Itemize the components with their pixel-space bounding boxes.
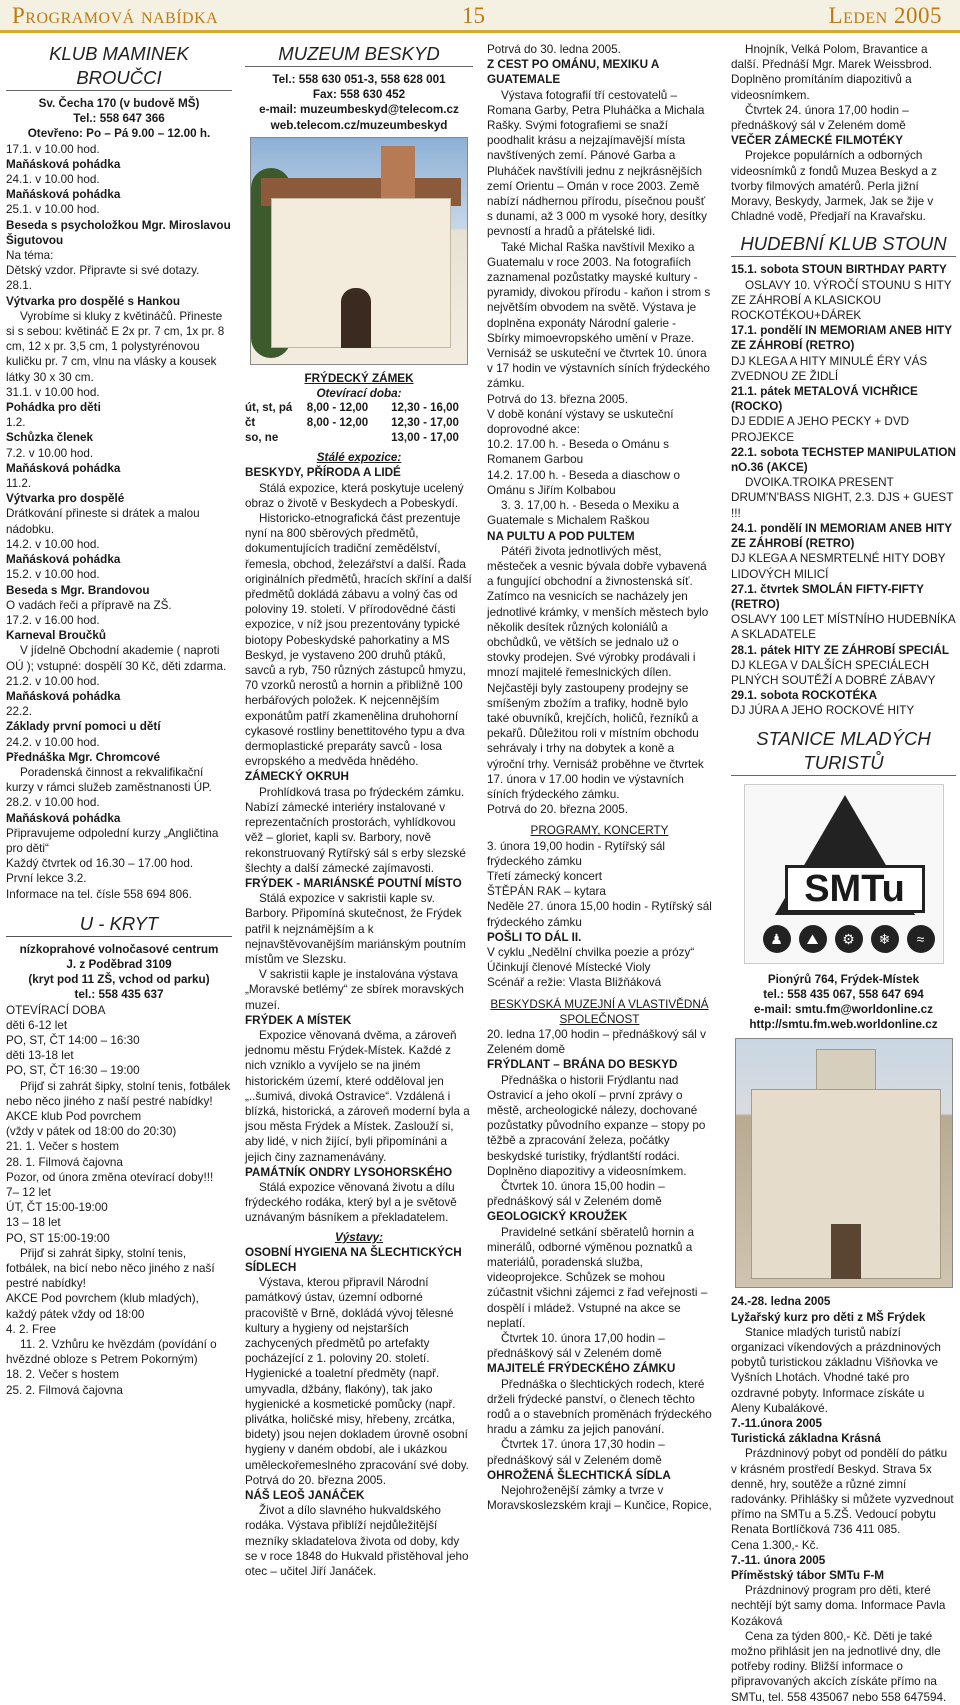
text-line: 25.1. v 10.00 hod. [6, 203, 100, 217]
text-line: Čtvrtek 10. února 17,00 hodin – přednáškový sál v Zeleném domě [487, 1332, 665, 1361]
text-line: Účinkují členové Místecké Violy [487, 961, 651, 975]
smtu-address [731, 972, 956, 1033]
email-link[interactable]: e-mail: smtu.fm@worldonline.cz [754, 1002, 933, 1016]
text-line: Informace na tel. čísle 558 694 806. [6, 887, 192, 901]
text-line: Přijď si zahrát šipky, stolní tenis, fotbálek, na bicí nebo něco jiného z naší pestré nabídky! [6, 1246, 215, 1291]
programy-title: PROGRAMY, KONCERTY [530, 824, 669, 838]
address-line: Pionýrů 764, Frýdek-Místek [767, 972, 920, 986]
address-line: Tel.: 558 647 366 [73, 112, 165, 126]
spolecnost-text [487, 1027, 712, 1514]
text-line: 24.1. pondělí IN MEMORIAM ANEB HITY ZE ZÁHROBÍ (RETRO) [731, 521, 952, 551]
text-line: ŠTĚPÁN RAK – kytara [487, 885, 606, 899]
spolecnost-title: BESKYDSKÁ MUZEJNÍ A VLASTIVĚDNÁ SPOLEČNOST [490, 997, 709, 1026]
text-line: Výtvarka pro dospělé s Hankou [6, 294, 181, 308]
web-link[interactable]: http://smtu.fm.web.worldonline.cz [749, 1018, 938, 1032]
climber-icon: ⛰ [799, 925, 827, 953]
text-line: PO, ST, ČT 14:00 – 16:30 [6, 1033, 140, 1047]
text-line: DJ KLEGA A HITY MINULÉ ÉRY VÁS ZVEDNOU ZE ŽIDLÍ [731, 354, 928, 383]
text-line: Maňásková pohádka [6, 553, 121, 567]
text-line: Pohádka pro děti [6, 401, 101, 415]
ukryt-address [6, 942, 232, 1003]
text-line: 24.1. v 10.00 hod. [6, 173, 100, 187]
text-line: 24.2. v 10.00 hod. [6, 735, 100, 749]
text-line: 10.2. 17.00 h. - Beseda o Ománu s Romanem Garbou [487, 438, 669, 467]
page-header [0, 0, 960, 33]
text-line: PO, ST, ČT 16:30 – 19:00 [6, 1064, 140, 1078]
zamek-title: FRÝDECKÝ ZÁMEK [304, 371, 414, 385]
text-line: 22.1. sobota TECHSTEP MANIPULATION nO.36 (AKCE) [731, 445, 956, 475]
address-line: J. z Poděbrad 3109 [66, 957, 172, 971]
address-line: tel.: 558 435 637 [74, 988, 164, 1002]
text-line: 15.2. v 10.00 hod. [6, 568, 100, 582]
text-line: 29.1. sobota ROCKOTÉKA [731, 689, 878, 703]
text-line: První lekce 3.2. [6, 872, 87, 886]
text-line: 1.2. [6, 416, 26, 430]
text-line: NÁŠ LEOŠ JANÁČEK [245, 1489, 365, 1503]
address-line: Otevřeno: Po – Pá 9.00 – 12.00 h. [27, 127, 211, 141]
section-heading-stoun: HUDEBNÍ KLUB STOUN [731, 232, 956, 257]
text-line: děti 13-18 let [6, 1049, 74, 1063]
text-line: 27.1. čtvrtek SMOLÁN FIFTY-FIFTY (RETRO) [731, 582, 924, 611]
text-line: Stálá expozice v sakristii kaple sv. Barbory. Připomíná skutečnost, že Frýdek patřil k nejznámějším a k nejnavštěvovanějším mariánským poutním místům ve Slezsku. [245, 892, 466, 966]
klub-program-list [6, 142, 232, 902]
hours-cell [295, 431, 380, 446]
smtu-text [731, 1294, 956, 1704]
text-line: DJ KLEGA V DALŠÍCH SPECIÁLECH PLNÝCH SOUTĚŽÍ A DOBRÉ ZÁBAVY [731, 658, 936, 687]
text-line: 25. 2. Filmová čajovna [6, 1383, 123, 1397]
text-line: Prohlídková trasa po frýdeckém zámku. Nabízí zámecké interiéry instalované v reprezentačních prostorách, vyhlídkovou věž – gloriet, kapli sv. Barbory, nově rekonstruovaný Rytířský sál s erby slezské šlechty a další zámecké zajímavosti. [245, 785, 466, 875]
text-line: DVOIKA.TROIKA PRESENT DRUM'N'BASS NIGHT, 2.3. DJS + GUEST !!! [731, 476, 954, 520]
text-line: Výtvarka pro dospělé [6, 492, 125, 506]
text-line: Na téma: [6, 249, 54, 263]
text-line: OSLAVY 100 LET MÍSTNÍHO HUDEBNÍKA A SKLADATELE [731, 613, 956, 642]
page-number: 15 [462, 3, 485, 28]
text-line: 17.1. pondělí IN MEMORIAM ANEB HITY ZE ZÁHROBÍ (RETRO) [731, 324, 952, 353]
klub-address [6, 96, 232, 142]
text-line: Přijď si zahrát šipky, stolní tenis, fotbálek nebo něco jiného z naší pestré nabídky! [6, 1079, 231, 1108]
vystavy-title: Výstavy: [334, 1230, 384, 1244]
text-line: V době konání výstavy se uskuteční doprovodné akce: [487, 407, 674, 437]
text-line: Historicko-etnografická část prezentuje nyní na 800 sběrových předmětů, dokumentujících tradiční zemědělství, řemesla, obchod, železářství a další. Řada originálních předmětů, hracích skříní a další předmětů dokládá zábavu a volný čas od poloviny 19. století. V přírodovědné části expozice, v níž jsou prezentovány typické biotopy Pobeskydské pahorkatiny a MS Beskyd, je vystaveno 200 druhů ptáků, savců a ryb, 750 různých zástupců hmyzu, 70 vzorků nerostů a hornin a přibližně 100 herbářových položek. K nejcennějším exponátům patří zkamenělina druhohorní cykasové rostliny benettitového typu a dva dermoplastické preparáty savců - losa evropského a medvěda hnědého. [245, 512, 472, 769]
text-line: Projekce populárních a odborných videosnímků z fondů Muzea Beskyd a z tvorby filmových amatérů. Perla jižní Moravy, Beskydy, Jarmek, Jak se žije v Chladné vodě, Předjaří na Kravařsku. [731, 149, 937, 224]
stale-expozice-title: Stálé expozice: [316, 451, 402, 465]
text-line: Přednáška o šlechtických rodech, které drželi frýdecké panství, o členech těchto rodů a o stavebních proměnách frýdeckého hradu a zámku za jejich panování. [487, 1377, 712, 1437]
section-heading-smtu: STANICE MLADÝCH TURISTŮ [731, 727, 956, 776]
text-line: Maňásková pohádka [6, 689, 121, 703]
text-line: 14.2. 17.00 h. - Beseda a diaschow o Ománu s Jiřím Kolbabou [487, 468, 680, 497]
text-line: Prázdninový program pro děti, které nechtějí být samy doma. Informace Pavla Kozáková [731, 1584, 946, 1628]
hours-cell: 12,30 - 17,00 [391, 417, 459, 430]
text-line: FRÝDEK - MARIÁNSKÉ POUTNÍ MÍSTO [245, 876, 462, 890]
section-heading-muzeum: MUZEUM BESKYD [245, 42, 473, 67]
hours-cell: 8,00 - 12,00 [306, 402, 369, 415]
text-line: 28.2. v 10.00 hod. [6, 796, 100, 810]
text-line: Dětský vzdor. Připravte si své dotazy. [6, 264, 200, 278]
text-line: AKCE klub Pod povrchem [6, 1110, 142, 1123]
text-line: Základy první pomoci u dětí [6, 720, 161, 734]
text-line: 7– 12 let [6, 1186, 51, 1200]
text-line: OSLAVY 10. VÝROČÍ STOUNU S HITY ZE ZÁHROBÍ A KLASICKOU ROCKOTÉKOU+DÁREK [731, 278, 952, 323]
text-line: Život a dílo slavného hukvaldského rodáka. Výstava přiblíží nejdůležitější mezníky skladatelova života od doby, kdy se v roce 1848 do Hukvald přistěhoval jeho otec – učitel Jiří Janáček. [245, 1504, 469, 1579]
text-line: Přednáška Mgr. Chromcové [6, 750, 160, 764]
text-line: Potrvá do 13. března 2005. [487, 392, 628, 406]
address-line: (kryt pod 11 ZŠ, vchod od parku) [28, 973, 210, 987]
web-link[interactable]: web.telecom.cz/muzeumbeskyd [270, 118, 448, 132]
section-heading-ukryt: U - KRYT [6, 912, 232, 937]
text-line: 3. 3. 17,00 h. - Beseda o Mexiku a Guatemale s Michalem Raškou [487, 499, 680, 528]
text-line: OSOBNÍ HYGIENA NA ŠLECHTICKÝCH SÍDLECH [245, 1245, 462, 1274]
smtu-logo [744, 784, 944, 964]
text-line: GEOLOGICKÝ KROUŽEK [487, 1210, 628, 1224]
vystavy-continued [487, 42, 712, 817]
text-line: Nejohroženější zámky a tvrze v Moravskoslezském kraji – Kunčice, Ropice, [487, 1484, 712, 1513]
hours-cell: 13,00 - 17,00 [391, 432, 459, 445]
opening-hours-title: Otevírací doba: [316, 387, 402, 401]
text-line: Neděle 27. února 15,00 hodin - Rytířský sál frýdeckého zámku [487, 900, 712, 929]
text-line: V sakristii kaple je instalována výstava „Moravské betlémy“ ze sbírek moravských muzeí. [245, 968, 464, 1012]
text-line: 20. ledna 17,00 hodin – přednáškový sál v Zeleném domě [487, 1028, 706, 1057]
text-line: PO, ST 15:00-19:00 [6, 1231, 110, 1245]
castle-photo [250, 137, 468, 365]
issue-date: Leden 2005 [828, 3, 942, 28]
text-line: Potrvá do 20. března 2005. [487, 803, 628, 817]
text-line: 15.1. sobota STOUN BIRTHDAY PARTY [731, 263, 947, 277]
text-line: 7.-11. února 2005 [731, 1553, 826, 1567]
column-4 [731, 42, 956, 1705]
text-line: 7.-11.února 2005 [731, 1416, 822, 1430]
column-3 [487, 42, 712, 1514]
column-2 [245, 42, 473, 1579]
text-line: Cena za týden 800,- Kč. Děti je také možno přihlásit jen na jednotlivé dny, dle potřeby rodiny. Bližší informace o připravovaných akcích získáte přímo na SMTu, tel. 558 435067 nebo 558 647594. [731, 1629, 947, 1704]
column-1 [6, 42, 232, 1397]
text-line: Připravujeme odpolední kurzy „Angličtina pro děti“ [6, 826, 219, 855]
text-line: Stanice mladých turistů nabízí organizaci víkendových a prázdninových pobytů turistickou základnu Višňovka ve Vyšních Lhotách. Vhodné také pro ozdravné pobyty. Informace získáte u Aleny Kubalákové. [731, 1325, 941, 1415]
text-line: Maňásková pohádka [6, 461, 121, 475]
address-line: Sv. Čecha 170 (v budově MŠ) [38, 97, 200, 110]
text-line: MAJITELÉ FRÝDECKÉHO ZÁMKU [487, 1362, 676, 1376]
text-line: Prázdninový pobyt od pondělí do pátku v krásném prostředí Beskyd. Strava 5x denně, hry, soutěže a různé zimní radovánky. Přihlášky si můžete vyzvednout přímo na SMTu a 5.ZŠ. Vedoucí pobytu Renata Bortlíčková 736 411 085. [731, 1447, 954, 1537]
hours-cell: so, ne [245, 432, 279, 445]
text-line: V cyklu „Nedělní chvilka poezie a prózy“ [487, 945, 695, 959]
text-line: OHROŽENÁ ŠLECHTICKÁ SÍDLA [487, 1468, 671, 1482]
text-line: DJ KLEGA A NESMRTELNÉ HITY DOBY LIDOVÝCH MILICÍ [731, 552, 946, 581]
text-line: Výstava fotografií tří cestovatelů – Romana Garby, Petra Pluháčka a Michala Rašky. Svými fotografiemi se snaží poodhalit krásu a nejzajímavější místa navštívených zemí. Pánové Garba a Pluháček navštívili jednu z nejkrásnějších zemí Orientu – Omán v roce 2003. Země nabízí nádhernou přírodu, písečnou poušť s dunami, až 3 000 m vysoké hory, desítky pevností a hradů a přátelské lidi. [487, 88, 707, 239]
text-line: Stálá expozice věnovaná životu a dílu frýdeckého rodáka, který byl a je světově uznávaným básníkem a překladatelem. [245, 1180, 457, 1225]
logo-text: SMTu [785, 865, 925, 913]
muzeum-address [245, 72, 473, 133]
text-line: Turistická základna Krásná [731, 1432, 881, 1446]
text-line: 13 – 18 let [6, 1216, 61, 1230]
text-line: DJ JÚRA A JEHO ROCKOVÉ HITY [731, 704, 915, 718]
hiker-icon: ♟ [763, 925, 791, 953]
text-line: Beseda s Mgr. Brandovou [6, 583, 150, 597]
programy-text [487, 839, 712, 991]
text-line: FRÝDLANT – BRÁNA DO BESKYD [487, 1058, 678, 1072]
text-line: OTEVÍRACÍ DOBA [6, 1003, 106, 1017]
text-line: Přednáška o historii Frýdlantu nad Ostravicí a jeho okolí – první zprávy o městě, archeologické nálezy, dochované pozůstatky původního expanze – stopy po těžbě a zpracování železa, počátky beskydské turistiky, frýdlantští rodáci. Doplněno diapozitivy a videosnímkem. [487, 1073, 706, 1178]
text-line: Maňásková pohádka [6, 811, 121, 825]
text-line: 11.2. [6, 477, 32, 491]
hours-cell: 8,00 - 12,00 [306, 417, 369, 430]
text-line: 22.2. [6, 705, 32, 719]
text-line: POŠLI TO DÁL II. [487, 930, 582, 944]
text-line: 7.2. v 10.00 hod. [6, 446, 94, 460]
text-line: BESKYDY, PŘÍRODA A LIDÉ [245, 466, 401, 480]
text-line: 17.1. v 10.00 hod. [6, 142, 100, 156]
text-line: Hnojník, Velká Polom, Bravantice a další. Přednáší Mgr. Marek Weissbrod. Doplněno promítáním diapozitivů a videosnímkem. [731, 43, 933, 102]
text-line: 3. února 19,00 hodin - Rytířský sál frýdeckého zámku [487, 839, 666, 868]
text-line: V jídelně Obchodní akademie ( naproti OÚ ); vstupné: dospělí 30 Kč, děti zdarma. [6, 644, 227, 673]
email-link[interactable]: e-mail: muzeumbeskyd@telecom.cz [259, 103, 459, 117]
text-line: Beseda s psycholožkou Mgr. Miroslavou Šigutovou [6, 218, 231, 247]
text-line: Čtvrtek 10. února 15,00 hodin – přednáškový sál v Zeleném domě [487, 1180, 665, 1209]
text-line: 21.2. v 10.00 hod. [6, 674, 100, 688]
text-line: Pátéři života jednotlivých měst, městeček a vesnic bývala dobře vybavená a fungující obchodní a živnostenská síť. Zatímco na vesnicích se nacházely jen jednotlivé krámky, v menších městech bylo několik desítek různých koloniálů a obchůdků, ve větších se jednalo už o stovky prodejen. Své výrobky prodávali i mnozí majitelé řemeslnických dílen. Nejčastěji byly zastoupeny prodejny se smíšeným zbožím a trafiky, hodně bylo také obuvníků, krejčích, holičů, řezníků a pekařů. Důležitou roli v místním obchodu sehrávaly i trhy na dobytek a koně a výroční trhy. Vernisáž proběhne ve čtvrtek 17. února v 17.00 hodin ve výstavních síních frýdeckého zámku. [487, 544, 709, 801]
text-line: Lyžařský kurz pro děti z MŠ Frýdek [731, 1310, 926, 1324]
text-line: 21. 1. Večer s hostem [6, 1140, 120, 1154]
text-line: Také Michal Raška navštívil Mexiko a Guatemalu v roce 2003. Na fotografiích zaznamenal pozůstatky mayské kultury - pyramidy, divokou přírodu - kaňon i strom s největším obvodem na světě. Výstava je doplněna exponáty Národní galerie - Sbírky mimoevropského umění v Praze. Vernisáž se uskuteční ve čtvrtek 10. února v 17 hodin ve výstavních síních frýdeckého zámku. [487, 240, 711, 391]
address-line: nízkoprahové volnočasové centrum [19, 942, 219, 956]
text-line: Stálá expozice, která poskytuje ucelený obraz o životě v Beskydech a Pobeskydí. [245, 481, 464, 510]
cyclist-icon: ⚙ [835, 925, 863, 953]
text-line: Poradenská činnost a rekvalifikační kurzy v rámci služeb zaměstnanosti ÚP. [6, 765, 212, 795]
text-line: 28.1. pátek HITY ZE ZÁHROBÍ SPECIÁL [731, 643, 949, 657]
text-line: Čtvrtek 17. února 17,30 hodin – přednáškový sál v Zeleném domě [487, 1438, 665, 1467]
hours-cell: čt [245, 417, 256, 430]
text-line: 31.1. v 10.00 hod. [6, 385, 100, 399]
smtu-building-photo [735, 1038, 953, 1288]
stoun-program [731, 262, 956, 718]
text-line: Výstava, kterou připravil Národní památkový ústav, územní odborné pracoviště v Brně, dokládá vývoj tělesné kultury a hygieny od nejstarších zachycených předmětů po artefakty pocházející z 1. poloviny 20. století. Hygienické a toaletní předměty (např. umyvadla, džbány, flakóny), tak jako hygienické a kosmetické pomůcky (např. plivátka, holičské misy, hřebeny, zrcátka, bidety) jsou nejen dokladem úrovně osobní hygieny v daném období, ale i ukázkou uměleckořemeslného zpracování své doby. [245, 1276, 469, 1472]
vystavy-text [245, 1245, 473, 1579]
text-line: Třetí zámecký koncert [487, 869, 602, 883]
text-line: Pravidelné setkání sběratelů hornin a minerálů, odborné výměnou poznatků a materiálů, poradenská služba, videoprojekce. Schůzek se mohou zúčastnit všichni zájemci z řad veřejnosti – dospělí i mládež. Vstupné na akce se neplatí. [487, 1225, 708, 1330]
text-line: O vadách řeči a přípravě na ZŠ. [6, 598, 172, 612]
text-line: Schůzka členek [6, 431, 94, 445]
text-line: Čtvrtek 24. února 17,00 hodin – přednáškový sál v Zeleném domě [731, 103, 909, 133]
section-heading-klub: KLUB MAMINEK BROUČCI [6, 42, 232, 91]
text-line: Každý čtvrtek od 16.30 – 17.00 hod. [6, 857, 194, 871]
text-line: 17.2. v 16.00 hod. [6, 613, 100, 627]
hours-cell: 12,30 - 16,00 [391, 402, 459, 415]
hours-cell: út, st, pá [245, 402, 293, 415]
section-title: Programová nabídka [12, 3, 219, 28]
text-line: Vyrobíme si kluky z květináčů. Přineste si s sebou: květináč E 2x pr. 7 cm, 1x pr. 8 cm, 12 x pr. 3,5 cm, 1 polystyrénovou kuličku pr. 7 cm, vlnu na vlásky a kousek látky 30 x 30 cm. [6, 309, 225, 384]
text-line: Scénář a režie: Vlasta Bližňáková [487, 976, 662, 990]
text-line: 28. 1. Filmová čajovna [6, 1155, 123, 1169]
filmoteka-text [731, 42, 956, 224]
text-line: 28.1. [6, 279, 32, 293]
text-line: 11. 2. Vzhůru ke hvězdám (povídání o hvězdné obloze s Petrem Pokorným) [6, 1338, 217, 1367]
address-line: tel.: 558 435 067, 558 647 694 [763, 987, 924, 1001]
opening-hours-table [245, 401, 473, 446]
text-line: 4. 2. Free [6, 1322, 57, 1336]
text-line: ZÁMECKÝ OKRUH [245, 770, 349, 784]
text-line: Potrvá do 20. března 2005. [245, 1473, 386, 1487]
text-line: VEČER ZÁMECKÉ FILMOTÉKY [731, 134, 904, 148]
text-line: Z CEST PO OMÁNU, MEXIKU A GUATEMALE [487, 58, 659, 87]
text-line: Příměstský tábor SMTu F-M [731, 1569, 885, 1582]
muzeum-text [245, 465, 473, 1225]
text-line: PAMÁTNÍK ONDRY LYSOHORSKÉHO [245, 1165, 453, 1179]
text-line: FRÝDEK A MÍSTEK [245, 1013, 352, 1027]
text-line: NA PULTU A POD PULTEM [487, 529, 635, 543]
skier-icon: ❄ [871, 925, 899, 953]
ukryt-program-list [6, 1003, 232, 1398]
text-line: Expozice věnovaná dvěma, a zároveň jednomu městu Frýdek-Místek. Každé z nich vzniklo a vyvíjelo se na jiném historickém území, které odděloval jen „..šumivá, divoká Ostravice“. Vzdálená i blízká, historická, a zároveň moderní byla a jsou města Frýdek a Místek. Zaslouží si, aby lidé, v nich žijící, byli připomínáni a jejich činy zaznamenávány. [245, 1028, 470, 1164]
text-line: Potrvá do 30. ledna 2005. [487, 43, 621, 56]
text-line: 21.1. pátek METALOVÁ VICHŘICE (ROCKO) [731, 385, 918, 414]
text-line: (vždy v pátek od 18:00 do 20:30) [6, 1125, 177, 1139]
text-line: Pozor, od února změna otevírací doby!!! [6, 1170, 214, 1184]
text-line: 18. 2. Večer s hostem [6, 1368, 120, 1382]
text-line: DJ EDDIE A JEHO PECKY + DVD PROJEKCE [731, 415, 910, 444]
text-line: Drátkování přineste si drátek a malou nádobku. [6, 507, 200, 536]
text-line: ÚT, ČT 15:00-19:00 [6, 1201, 108, 1215]
text-line: Karneval Broučků [6, 629, 107, 643]
text-line: děti 6-12 let [6, 1018, 68, 1032]
text-line: 14.2. v 10.00 hod. [6, 537, 100, 551]
text-line: AKCE Pod povrchem (klub mladých), každý pátek vždy od 18:00 [6, 1292, 199, 1321]
text-line: Maňásková pohádka [6, 157, 121, 171]
text-line: 24.-28. ledna 2005 [731, 1295, 831, 1309]
canoe-icon: ≈ [907, 925, 935, 953]
address-line: Fax: 558 630 452 [312, 88, 406, 102]
text-line: Maňásková pohádka [6, 188, 121, 202]
text-line: Cena 1.300,- Kč. [731, 1538, 819, 1552]
address-line: Tel.: 558 630 051-3, 558 628 001 [272, 73, 446, 86]
